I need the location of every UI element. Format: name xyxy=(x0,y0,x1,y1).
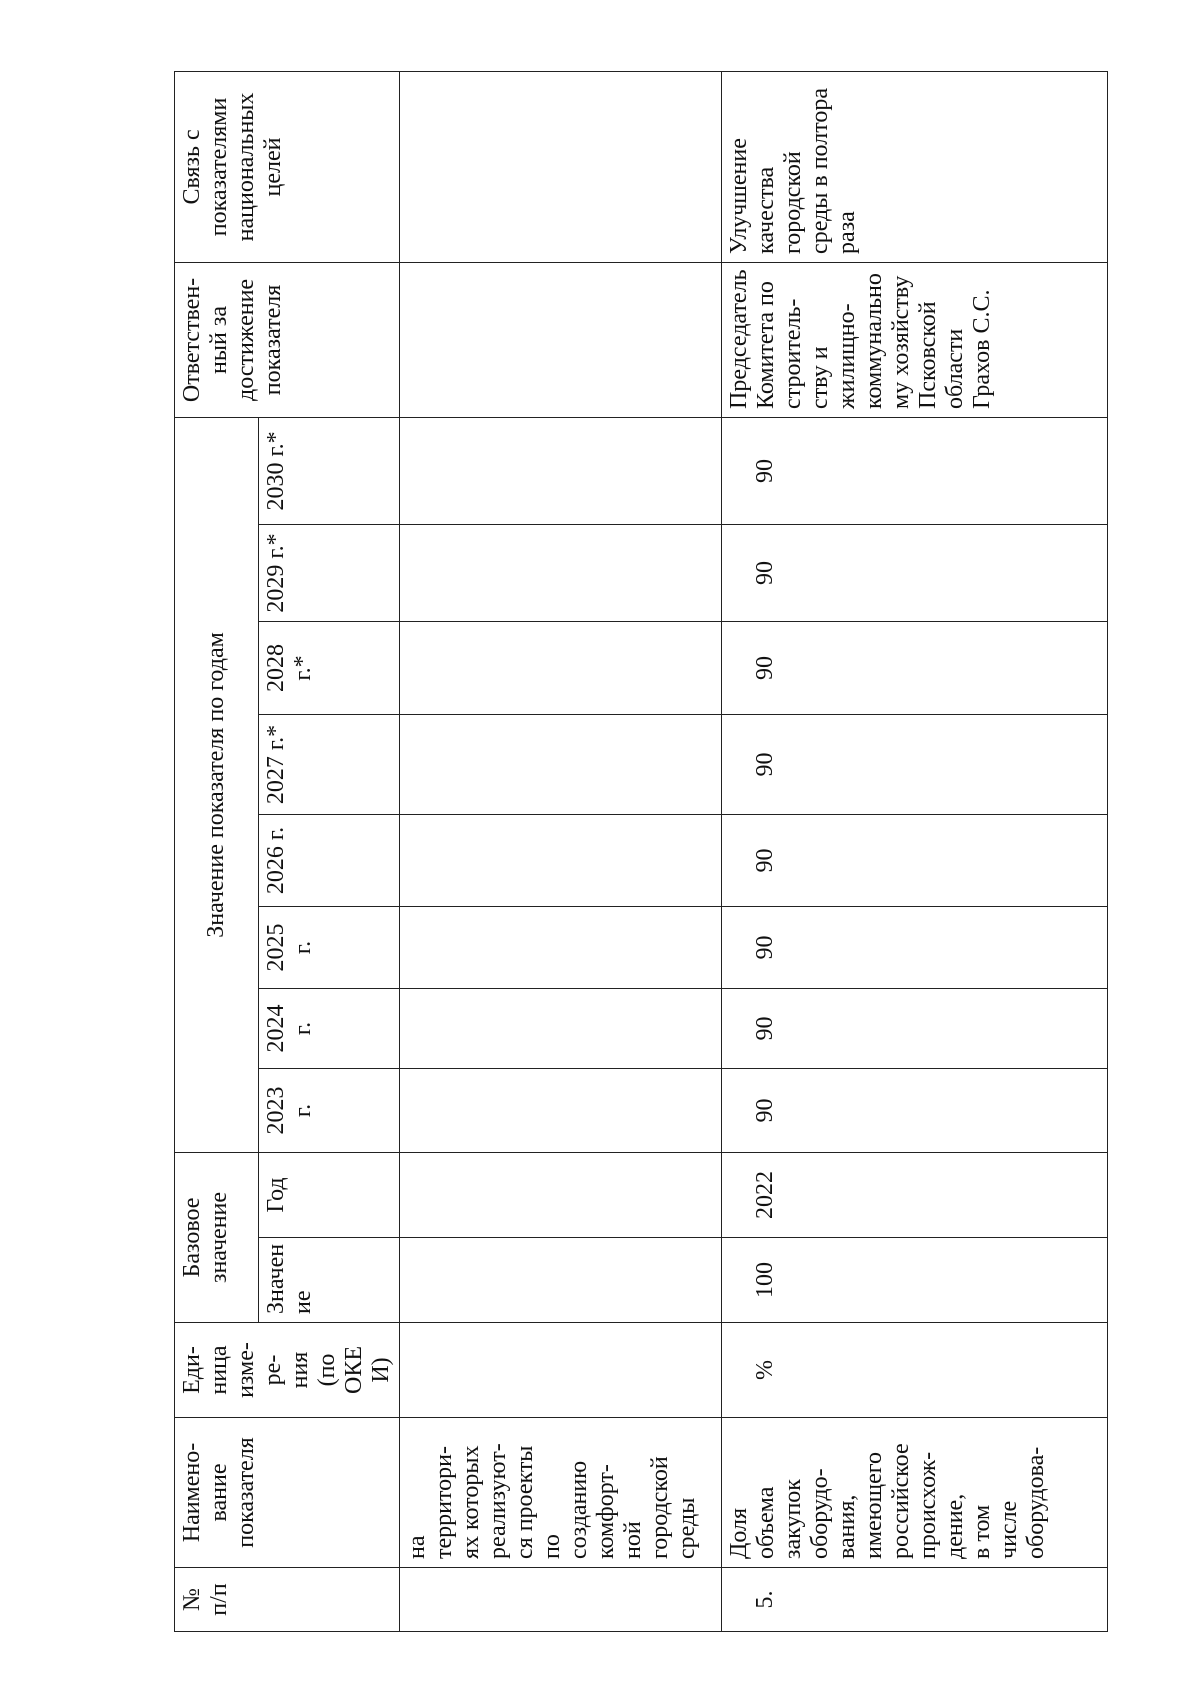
row-value-2023 xyxy=(400,1068,722,1152)
header-year-2026: 2026 г. xyxy=(259,814,400,906)
row-value-2024: 90 xyxy=(722,988,1108,1068)
row-link xyxy=(400,71,722,262)
header-base-value: Значен ие xyxy=(259,1238,400,1323)
row-value-2027 xyxy=(400,714,722,814)
table-row xyxy=(722,71,1108,1631)
row-name: Доля объема закупок оборудо- вания, имеющего российское происхож- дение, в том числе оборудова- xyxy=(722,1418,1108,1568)
row-value-2028 xyxy=(400,621,722,714)
header-year-2023: 2023 г. xyxy=(259,1068,400,1152)
row-value-2030 xyxy=(400,417,722,524)
row-responsible: Председатель Комитета по строитель- ству и жилищно- коммунально му хозяйству Псковской области Грахов С.С. xyxy=(722,262,1108,417)
header-unit: Еди- ница изме- ре- ния (по ОКЕ И) xyxy=(175,1323,400,1418)
header-base-year: Год xyxy=(259,1152,400,1237)
row-unit: % xyxy=(722,1323,1108,1418)
indicators-table xyxy=(174,71,1108,1632)
header-responsible: Ответствен- ный за достижение показателя xyxy=(175,262,400,417)
row-value-2024 xyxy=(400,988,722,1068)
row-base-value: 100 xyxy=(722,1238,1108,1323)
row-value-2029: 90 xyxy=(722,524,1108,621)
header-year-2025: 2025 г. xyxy=(259,906,400,988)
header-year-2024: 2024 г. xyxy=(259,988,400,1068)
row-value-2025 xyxy=(400,906,722,988)
row-num: 5. xyxy=(722,1568,1108,1632)
table-row xyxy=(400,71,722,1631)
header-name: Наимено- вание показателя xyxy=(175,1418,400,1568)
row-base-year xyxy=(400,1152,722,1237)
header-year-2029: 2029 г.* xyxy=(259,524,400,621)
header-year-2030: 2030 г.* xyxy=(259,417,400,524)
header-row-1 xyxy=(175,71,259,1631)
row-base-year: 2022 xyxy=(722,1152,1108,1237)
row-unit xyxy=(400,1323,722,1418)
header-year-2028: 2028 г.* xyxy=(259,621,400,714)
row-value-2026 xyxy=(400,814,722,906)
row-value-2030: 90 xyxy=(722,417,1108,524)
row-name: на территори- ях которых реализуют- ся проекты по созданию комфорт- ной городской среды xyxy=(400,1418,722,1568)
header-base: Базовое значение xyxy=(175,1152,259,1322)
row-value-2023: 90 xyxy=(722,1068,1108,1152)
row-responsible xyxy=(400,262,722,417)
row-value-2027: 90 xyxy=(722,714,1108,814)
row-base-value xyxy=(400,1238,722,1323)
row-value-2028: 90 xyxy=(722,621,1108,714)
header-year-2027: 2027 г.* xyxy=(259,714,400,814)
row-value-2025: 90 xyxy=(722,906,1108,988)
rotated-table-container xyxy=(174,72,1134,1632)
header-num: № п/п xyxy=(175,1568,400,1632)
row-value-2029 xyxy=(400,524,722,621)
row-num xyxy=(400,1568,722,1632)
header-values-by-year: Значение показателя по годам xyxy=(175,417,259,1152)
row-value-2026: 90 xyxy=(722,814,1108,906)
header-link: Связь с показателями национальных целей xyxy=(175,71,400,262)
row-link: Улучшение качества городской среды в полтора раза xyxy=(722,71,1108,262)
